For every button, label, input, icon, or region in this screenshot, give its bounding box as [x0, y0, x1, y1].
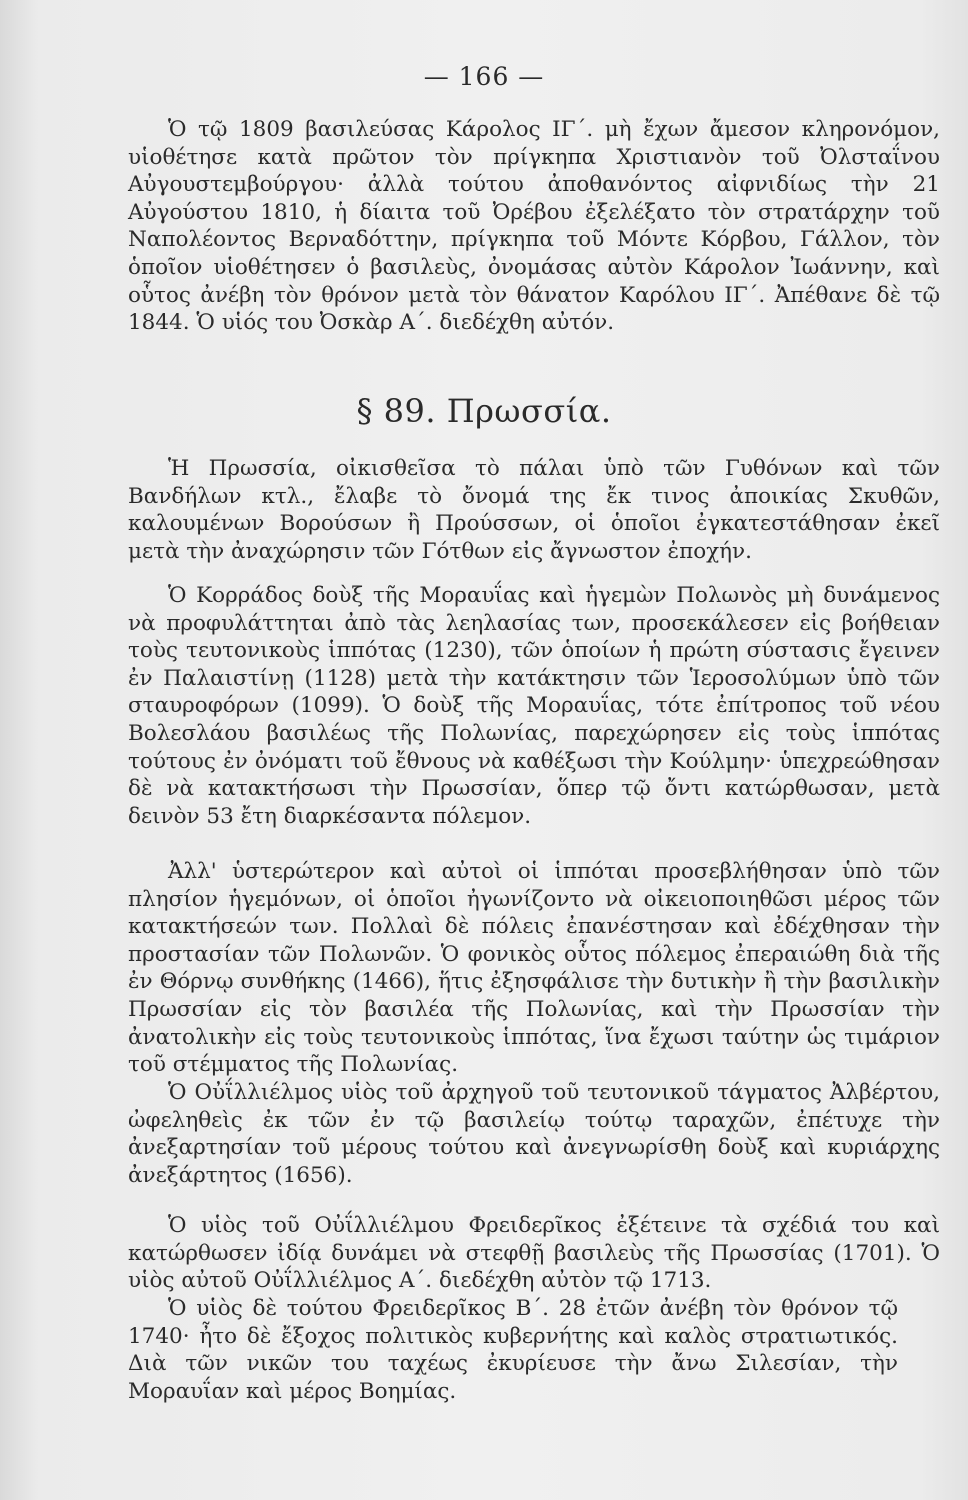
section-heading: § 89. Πρωσσία.: [356, 392, 612, 430]
paragraph-independence: Ὁ Οὐΐλλιέλμος υἱὸς τοῦ ἀρχηγοῦ τοῦ τευτονικοῦ τάγματος Ἀλβέρτου, ὠφεληθεὶς ἐκ τῶν ἐν τῷ βασιλείῳ τούτῳ ταραχῶν, ἐπέτυχε τὴν ἀνεξαρτησίαν τοῦ μέρους τούτου καὶ ἀνεγνωρίσθη δοὺξ καὶ κυριάρχης ἀνεξάρτητος (1656).: [128, 1080, 940, 1188]
paragraph-sweden-succession: Ὁ τῷ 1809 βασιλεύσας Κάρολος ΙΓ΄. μὴ ἔχων ἄμεσον κληρονόμον, υἱοθέτησε κατὰ πρῶτον τὸν πρίγκηπα Χριστιανὸν τοῦ Ὀλσταΐνου Αὐγουστεμβούργου· ἀλλὰ τούτου ἀποθανόντος αἰφνιδίως τὴν 21 Αὐγούστου 1810, ἡ δίαιτα τοῦ Ὀρέβου ἐξελέξατο τὸν στρατάρχην τοῦ Ναπολέοντος Βερναδόττην, πρίγκηπα τοῦ Μόντε Κόρβου, Γάλλον, τὸν ὁποῖον υἱοθέτησεν ὁ βασιλεὺς, ὀνομάσας αὐτὸν Κάρολον Ἰωάννην, καὶ οὗτος ἀνέβη τὸν θρόνον μετὰ τὸν θάνατον Καρόλου ΙΓ΄. Ἀπέθανε δὲ τῷ 1844. Ὁ υἱός του Ὀσκὰρ Α΄. διεδέχθη αὐτόν.: [128, 117, 940, 336]
paragraph-frederick-ii: Ὁ υἱὸς δὲ τούτου Φρειδερῖκος Β΄. 28 ἐτῶν ἀνέβη τὸν θρόνον τῷ 1740· ἦτο δὲ ἔξοχος πολιτικὸς κυβερνήτης καὶ καλὸς στρατιωτικός. Διὰ τῶν νικῶν του ταχέως ἐκυρίευσε τὴν ἄνω Σιλεσίαν, τὴν Μοραυΐαν καὶ μέρος Βοημίας.: [128, 1296, 898, 1404]
page-number: — 166 —: [423, 62, 545, 91]
paragraph-prussia-origin: Ἡ Πρωσσία, οἰκισθεῖσα τὸ πάλαι ὑπὸ τῶν Γυθόνων καὶ τῶν Βανδήλων κτλ., ἔλαβε τὸ ὄνομά της ἔκ τινος ἀποικίας Σκυθῶν, καλουμένων Βορούσων ἢ Προύσσων, οἱ ὁποῖοι ἐγκατεστάθησαν ἐκεῖ μετὰ τὴν ἀναχώρησιν τῶν Γότθων εἰς ἄγνωστον ἐποχήν.: [128, 456, 940, 564]
paragraph-kingdom: Ὁ υἱὸς τοῦ Οὐΐλλιέλμου Φρειδερῖκος ἐξέτεινε τὰ σχέδιά του καὶ κατώρθωσεν ἰδίᾳ δυνάμει νὰ στεφθῇ βασιλεὺς τῆς Πρωσσίας (1701). Ὁ υἱὸς αὐτοῦ Οὐΐλλιέλμος Α΄. διεδέχθη αὐτὸν τῷ 1713.: [128, 1213, 940, 1294]
paragraph-teutonic-knights: Ὁ Κορράδος δοὺξ τῆς Μοραυΐας καὶ ἡγεμὼν Πολωνὸς μὴ δυνάμενος νὰ προφυλάττηται ἀπὸ τὰς λεηλασίας των, προσεκάλεσεν εἰς βοήθειαν τοὺς τευτονικοὺς ἱππότας (1230), τῶν ὁποίων ἡ πρώτη σύστασις ἔγεινεν ἐν Παλαιστίνῃ (1128) μετὰ τὴν κατάκτησιν τῶν Ἱεροσολύμων ὑπὸ τῶν σταυροφόρων (1099). Ὁ δοὺξ τῆς Μοραυΐας, τότε ἐπίτροπος τοῦ νέου Βολεσλάου βασιλέως τῆς Πολωνίας, παρεχώρησεν εἰς τοὺς ἱππότας τούτους ἐν ὀνόματι τοῦ ἔθνους νὰ καθέξωσι τὴν Κούλμην· ὑπεχρεώθησαν δὲ νὰ κατακτήσωσι τὴν Πρωσσίαν, ὅπερ τῷ ὄντι κατώρθωσαν, μετὰ δεινὸν 53 ἔτη διαρκέσαντα πόλεμον.: [128, 583, 940, 829]
paragraph-thorn-treaty: Ἀλλ' ὑστερώτερον καὶ αὐτοὶ οἱ ἱππόται προσεβλήθησαν ὑπὸ τῶν πλησίον ἡγεμόνων, οἱ ὁποῖοι ἠγωνίζοντο νὰ οἰκειοποιηθῶσι μέρος τῶν κατακτήσεών των. Πολλαὶ δὲ πόλεις ἐπανέστησαν καὶ ἐδέχθησαν τὴν προστασίαν τῶν Πολωνῶν. Ὁ φονικὸς οὗτος πόλεμος ἐπεραιώθη διὰ τῆς ἐν Θόρνῳ συνθήκης (1466), ἥτις ἐξησφάλισε τὴν δυτικὴν ἢ τὴν βασιλικὴν Πρωσσίαν εἰς τὸν βασιλέα τῆς Πολωνίας, καὶ τὴν Πρωσσίαν τὴν ἀνατολικὴν εἰς τοὺς τευτονικοὺς ἱππότας, ἵνα ἔχωσι ταύτην ὡς τιμάριον τοῦ στέμματος τῆς Πολωνίας.: [128, 859, 940, 1078]
